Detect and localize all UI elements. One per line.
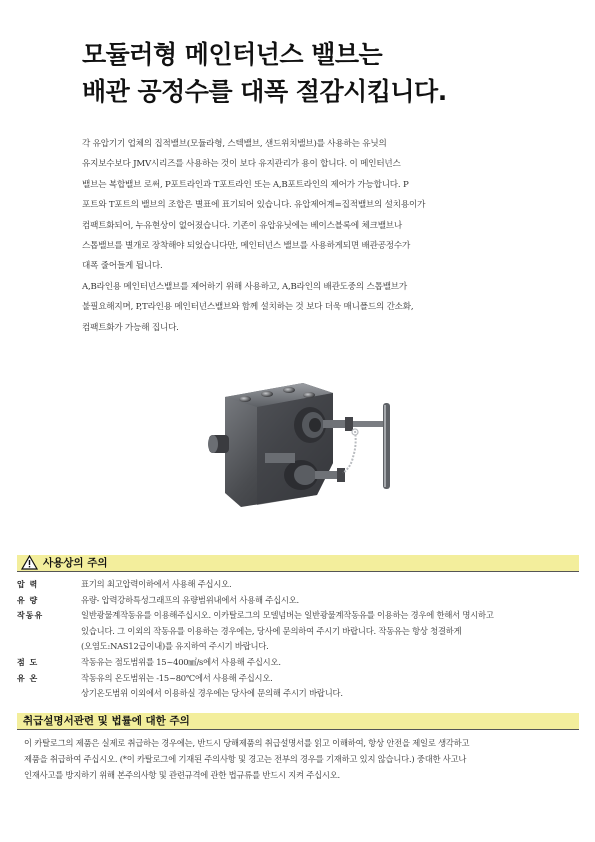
caution-row bbox=[17, 671, 579, 687]
intro-line: 밸브는 복합밸브 로써, P포트라인과 T포트라인 또는 A,B포트라인의 제어가 가능합니다. P bbox=[82, 179, 409, 190]
caution-row bbox=[17, 608, 579, 624]
caution-list bbox=[17, 577, 579, 702]
intro-paragraph bbox=[82, 134, 552, 338]
intro-line: 대폭 줄어들게 됩니다. bbox=[82, 261, 163, 272]
handling-line: 이 카탈로그의 제품은 실제로 취급하는 경우에는, 반드시 당해제품의 취급설명서를 읽고 이해하여, 항상 안전을 제일로 생각하고 bbox=[24, 738, 470, 748]
caution-row bbox=[17, 655, 579, 671]
handling-section-header bbox=[17, 713, 579, 730]
caution-label: 작동유 bbox=[17, 611, 44, 621]
intro-line: 불필요해지며, P,T라인용 메인터넌스밸브와 함께 설치하는 것 보다 더욱 매니폴드의 간소화, bbox=[82, 302, 414, 313]
handling-line: 인재사고를 방지하기 위해 본주의사항 및 관련규격에 관한 법규류를 반드시 지켜 주십시오. bbox=[24, 770, 340, 780]
intro-line: 컴팩트화가 가능해 집니다. bbox=[82, 322, 179, 333]
caution-title: 사용상의 주의 bbox=[43, 557, 108, 569]
warning-triangle-icon bbox=[21, 555, 38, 570]
caution-row bbox=[17, 686, 579, 702]
intro-line: A,B라인용 메인터넌스밸브를 제어하기 위해 사용하고, A,B라인의 배관도중의 스톱밸브가 bbox=[82, 281, 408, 292]
caution-text: 작동유의 온도범위는 -15~80℃에서 사용해 주십시오. bbox=[81, 672, 273, 683]
caution-label: 유 량 bbox=[17, 595, 39, 605]
handling-title: 취급설명서관련 및 법률에 대한 주의 bbox=[23, 715, 190, 727]
caution-text: 상기온도범위 이외에서 이용하실 경우에는 당사에 문의해 주시기 바랍니다. bbox=[81, 688, 343, 699]
caution-text: 표기의 최고압력이하에서 사용해 주십시오. bbox=[81, 579, 232, 589]
caution-label: 유 온 bbox=[17, 673, 39, 683]
headline bbox=[82, 36, 552, 110]
handling-line: 제품을 취급하여 주십시오. (*이 카탈로그에 기재된 주의사항 및 경고는 전부의 경우를 기재하고 있지 않습니다.) 중대한 사고나 bbox=[24, 754, 467, 764]
caution-row bbox=[17, 577, 579, 593]
handling-notice bbox=[24, 735, 579, 783]
headline-line-1: 모듈러형 메인터넌스 밸브는 bbox=[82, 40, 383, 69]
intro-line: 스톱밸브를 별개로 장착해야 되었습니다만, 메인터넌스 밸브를 사용하게되면 배관공정수가 bbox=[82, 241, 411, 252]
caution-section-header bbox=[17, 555, 579, 572]
caution-text: (오염도:NAS12급이내)를 유지하여 주시기 바랍니다. bbox=[81, 641, 269, 652]
intro-line: 컴팩트화되어, 누유현상이 없어졌습니다. 기존이 유압유닛에는 베이스블록에 체크밸브나 bbox=[82, 220, 403, 231]
intro-line: 각 유압기기 업체의 집적밸브(모듈라형, 스텍밸브, 샌드위치밸브)를 사용하는 유닛의 bbox=[82, 139, 387, 149]
caution-row bbox=[17, 593, 579, 609]
caution-text: 일반광물계작동유를 이용해주십시오. 이카탈로그의 모델넘버는 일반광물계작동유를 이용하는 경우에 한해서 명시하고 bbox=[81, 610, 494, 621]
maintenance-valve-photo bbox=[205, 375, 400, 515]
caution-text: 있습니다. 그 이외의 작동유를 이용하는 경우에는, 당사에 문의하여 주시기 바랍니다. 작동유는 항상 청결하게 bbox=[81, 625, 462, 636]
caution-label: 점 도 bbox=[17, 657, 39, 667]
caution-text: 작동유는 점도범위를 15~400㎟/s에서 사용해 주십시오. bbox=[81, 656, 281, 667]
intro-line: 포트와 T포트의 밸브의 조합은 별표에 표기되어 있습니다. 유압제어계=집적밸브의 설치용이가 bbox=[82, 200, 426, 211]
caution-text: 유량- 압력강하특성그래프의 유량범위내에서 사용해 주십시오. bbox=[81, 594, 299, 605]
headline-line-2: 배관 공정수를 대폭 절감시킵니다. bbox=[82, 77, 447, 106]
intro-line: 유지보수보다 JMV시리즈를 사용하는 것이 보다 유지관리가 용이 합니다. 이 메인터넌스 bbox=[82, 159, 401, 170]
caution-label: 압 력 bbox=[17, 580, 39, 589]
caution-row bbox=[17, 639, 579, 655]
caution-row bbox=[17, 624, 579, 640]
